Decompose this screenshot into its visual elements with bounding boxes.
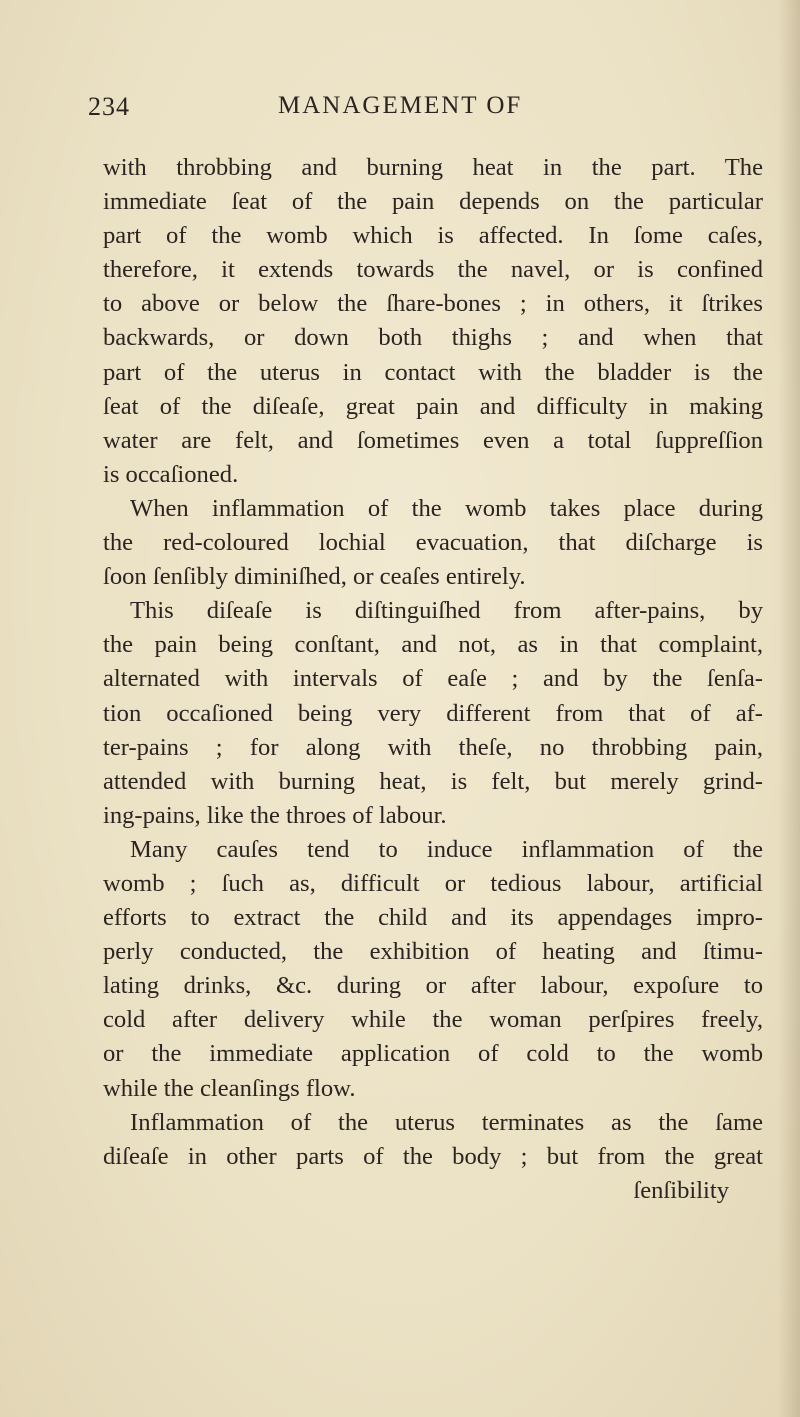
paragraph-start-line: Inflammation of the uterus terminates as the ſame xyxy=(130,1108,763,1136)
paragraph-end-line: ſoon ſenſibly diminiſhed, or ceaſes entirely. xyxy=(103,563,526,591)
text-line: to above or below the ſhare-bones ; in others, it ſtrikes xyxy=(103,290,763,318)
text-line: therefore, it extends towards the navel, or is confined xyxy=(103,256,763,284)
text-line: cold after delivery while the woman perſpires freely, xyxy=(103,1006,763,1034)
paragraph-end-line: ing-pains, like the throes of labour. xyxy=(103,801,447,829)
text-line: part of the womb which is affected. In ſome caſes, xyxy=(103,222,763,250)
text-line: diſeaſe in other parts of the body ; but from the great xyxy=(103,1142,763,1170)
running-head: MANAGEMENT OF xyxy=(278,92,523,119)
text-line: or the immediate application of cold to the womb xyxy=(103,1040,763,1068)
paragraph-start-line: Many cauſes tend to induce inflammation of the xyxy=(130,835,763,863)
text-line: ſeat of the diſeaſe, great pain and difficulty in making xyxy=(103,392,763,420)
text-line: immediate ſeat of the pain depends on the particular xyxy=(103,188,763,216)
text-line: backwards, or down both thighs ; and when that xyxy=(103,324,763,352)
text-line: perly conducted, the exhibition of heating and ſtimu- xyxy=(103,938,763,966)
page-edge-shadow xyxy=(778,0,800,1417)
text-line: attended with burning heat, is felt, but merely grind- xyxy=(103,767,763,795)
text-line: with throbbing and burning heat in the part. The xyxy=(103,154,763,181)
text-line: efforts to extract the child and its appendages impro- xyxy=(103,904,763,932)
text-line: womb ; ſuch as, difficult or tedious labour, artificial xyxy=(103,869,763,897)
paragraph-start-line: This diſeaſe is diſtinguiſhed from after-pains, by xyxy=(130,597,763,625)
text-line: part of the uterus in contact with the bladder is the xyxy=(103,358,763,386)
text-line: lating drinks, &c. during or after labour, expoſure to xyxy=(103,972,763,1000)
text-line: water are felt, and ſometimes even a total ſuppreſſion xyxy=(103,426,763,454)
text-line: the pain being conſtant, and not, as in that complaint, xyxy=(103,631,763,659)
text-line: ter-pains ; for along with theſe, no throbbing pain, xyxy=(103,733,763,761)
paragraph-end-line: while the cleanſings flow. xyxy=(103,1074,356,1102)
paragraph-start-line: When inflammation of the womb takes place during xyxy=(130,494,763,522)
text-line: tion occaſioned being very different from that of af- xyxy=(103,699,763,727)
body-text xyxy=(103,151,763,1208)
text-line: the red-coloured lochial evacuation, that diſcharge is xyxy=(103,529,763,557)
page-number: 234 xyxy=(88,92,130,121)
catchword: ſenſibility xyxy=(633,1176,729,1204)
paragraph-end-line: is occaſioned. xyxy=(103,460,239,488)
text-line: alternated with intervals of eaſe ; and by the ſenſa- xyxy=(103,665,763,693)
page-header xyxy=(88,92,748,132)
